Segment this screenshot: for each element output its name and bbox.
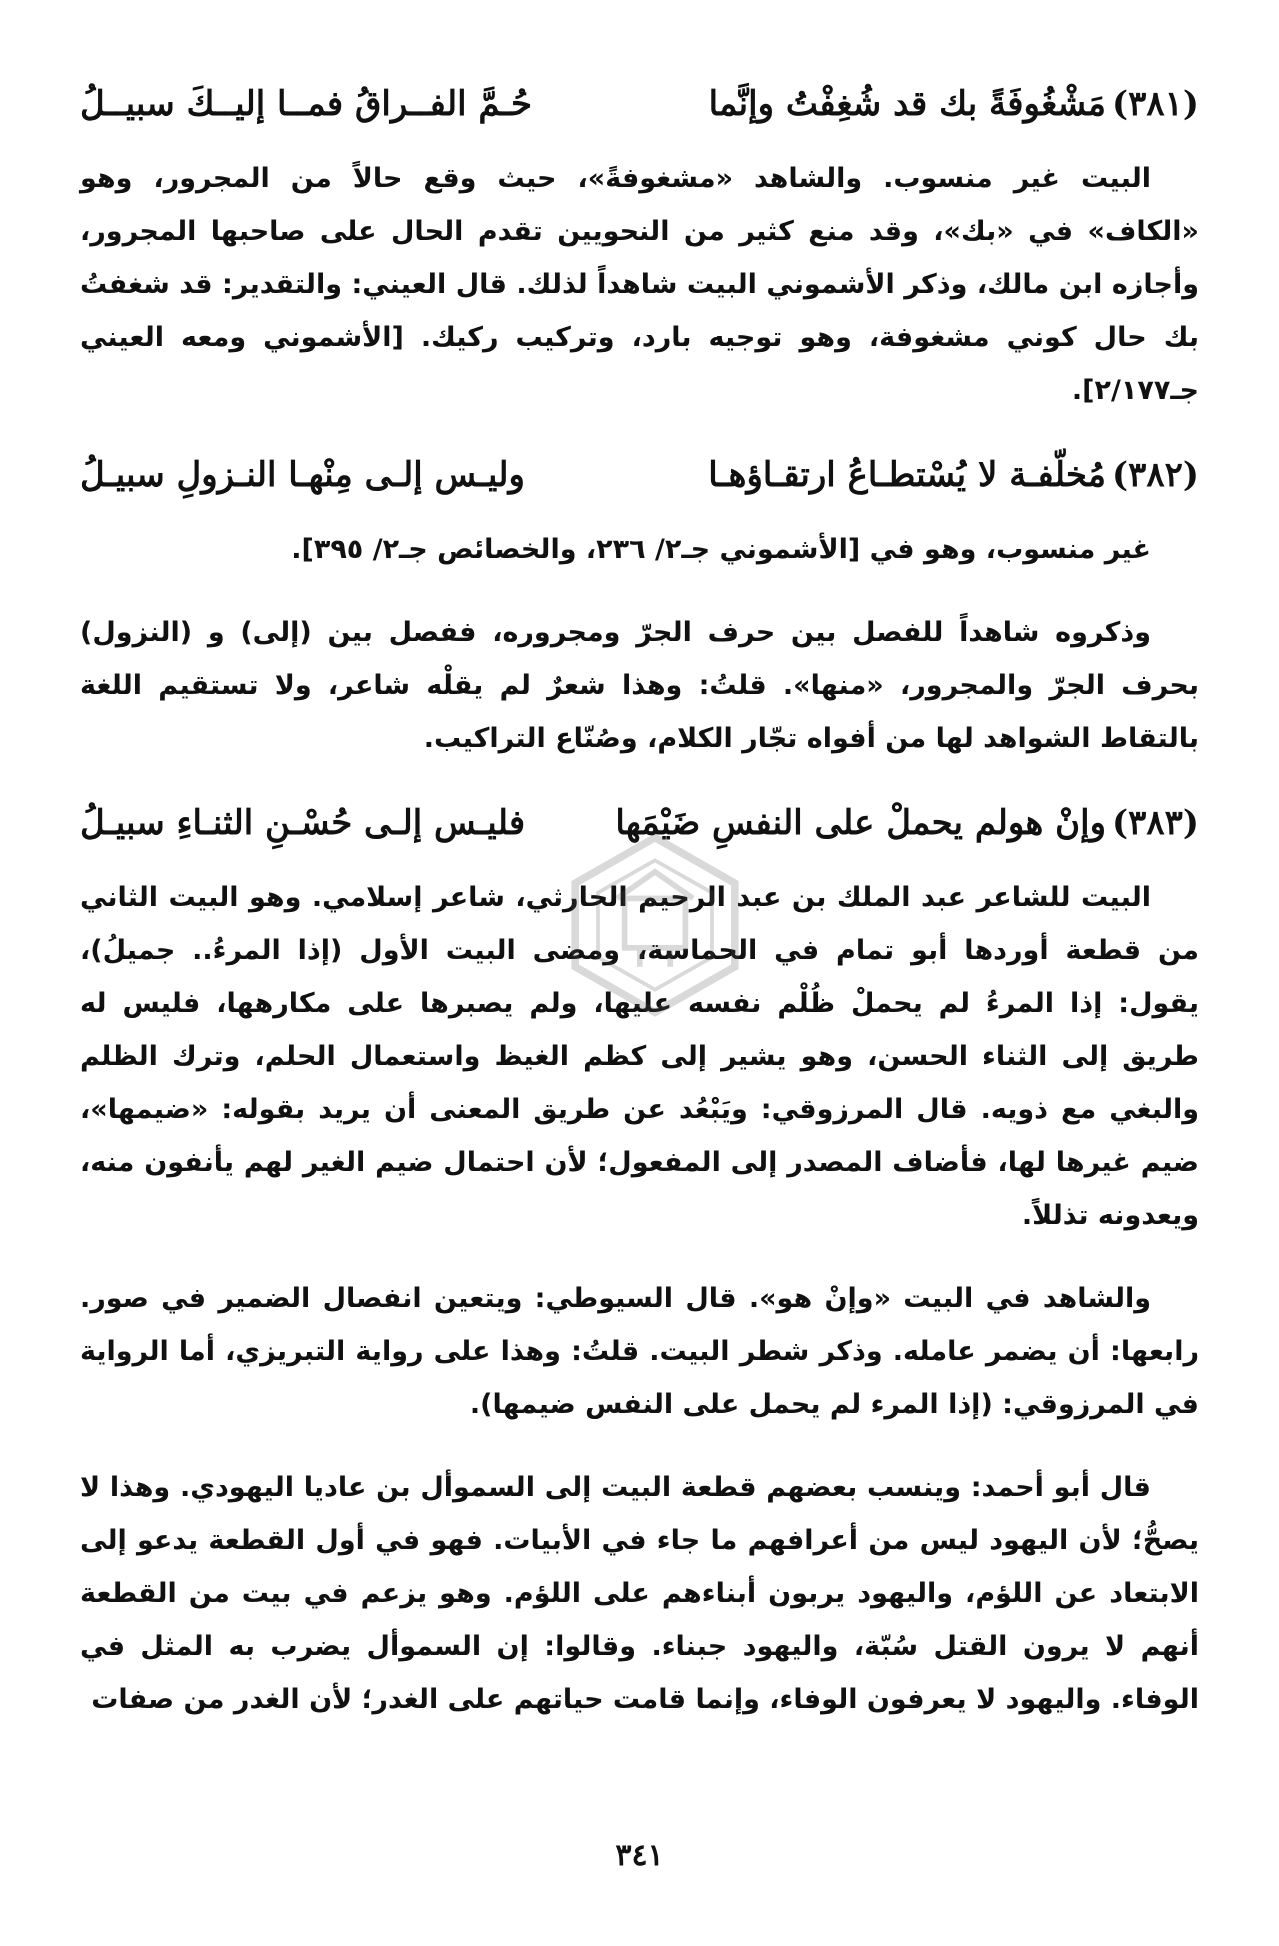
verse-sadr: مَشْغُوفَةً بك قد شُغِفْتُ وإنَّما	[708, 84, 1107, 124]
verse-number: (٣٨١)	[1112, 84, 1199, 124]
verse-first-hemistich	[709, 76, 1199, 132]
verse-first-hemistich	[708, 447, 1199, 503]
commentary-paragraph: البيت للشاعر عبد الملك بن عبد الرحيم الحارثي، شاعر إسلامي. وهو البيت الثاني من قطعة أوردها أبو تمام في الحماسة، ومضى البيت الأول (إذا المرءُ.. جميلُ)، يقول: إذا المرءُ لم يحملْ ظُلْم نفسه عليها، ولم يصبرها على مكارهها، فليس له طريق إلى الثناء الحسن، وهو يشير إلى كظم الغيظ واستعمال الحلم، وترك الظلم والبغي مع ذويه. قال المرزوقي: ويَبْعُد عن طريق المعنى أن يريد بقوله: «ضيمها»، ضيم غيرها لها، فأضاف المصدر إلى المفعول؛ لأن احتمال ضيم الغير لهم يأنفون منه، ويعدونه تذللاً.	[80, 882, 1199, 1231]
verse-381	[80, 76, 1199, 132]
commentary-paragraph: غير منسوب، وهو في [الأشموني جـ٢/ ٢٣٦، والخصائص جـ٢/ ٣٩٥].	[291, 534, 1151, 565]
page-number: ٣٤١	[615, 1838, 664, 1873]
commentary-paragraph: قال أبو أحمد: وينسب بعضهم قطعة البيت إلى السموأل بن عاديا اليهودي. وهذا لا يصحُّ؛ لأن اليهود ليس من أعرافهم ما جاء في الأبيات. فهو في أول القطعة يدعو إلى الابتعاد عن اللؤم، واليهود يربون أبناءهم على اللؤم. وهو يزعم في بيت من القطعة أنهم لا يرون القتل سُبّة، واليهود جبناء. وقالوا: إن السموأل يضرب به المثل في الوفاء. واليهود لا يعرفون الوفاء، وإنما قامت حياتهم على الغدر؛ لأن الغدر من صفات	[80, 1472, 1199, 1715]
verse-383	[80, 795, 1199, 851]
commentary-paragraph: والشاهد في البيت «وإنْ هو». قال السيوطي: ويتعين انفصال الضمير في صور. رابعها: أن يضمر عامله. وذكر شطر البيت. قلتُ: وهذا على رواية التبريزي، أما الرواية في المرزوقي: (إذا المرء لم يحمل على النفس ضيمها).	[80, 1283, 1199, 1420]
verse-first-hemistich	[615, 795, 1199, 851]
commentary-paragraph: وذكروه شاهداً للفصل بين حرف الجرّ ومجروره، ففصل بين (إلى) و (النزول) بحرف الجرّ والمجرور، «منها». قلتُ: وهذا شعرٌ لم يقلْه شاعر، ولا تستقيم اللغة بالتقاط الشواهد لها من أفواه تجّار الكلام، وصُنّاع التراكيب.	[80, 617, 1199, 754]
verse-ajuz: وليـس إلـى مِنْهـا النـزولِ سبيـلُ	[80, 455, 525, 495]
verse-sadr: مُخلّفـة لا يُسْتطـاعُ ارتقـاؤهـا	[708, 455, 1107, 495]
verse-382	[80, 447, 1199, 503]
verse-number: (٣٨٣)	[1112, 803, 1199, 843]
verse-sadr: وإنْ هولم يحملْ على النفسِ ضَيْمَها	[615, 803, 1107, 843]
verse-number: (٣٨٢)	[1112, 455, 1199, 495]
verse-ajuz: فليـس إلـى حُسْـنِ الثنـاءِ سبيـلُ	[80, 803, 526, 843]
verse-ajuz: حُـمَّ الفــراقُ فمــا إليــكَ سبيــلُ	[80, 84, 532, 124]
commentary-paragraph: البيت غير منسوب. والشاهد «مشغوفةً»، حيث وقع حالاً من المجرور، وهو «الكاف» في «بك»، وقد منع كثير من النحويين تقدم الحال على صاحبها المجرور، وأجازه ابن مالك، وذكر الأشموني البيت شاهداً لذلك. قال العيني: والتقدير: قد شغفتُ بك حال كوني مشغوفة، وهو توجيه بارد، وتركيب ركيك. [الأشموني ومعه العيني جـ٢/١٧٧].	[80, 163, 1199, 406]
